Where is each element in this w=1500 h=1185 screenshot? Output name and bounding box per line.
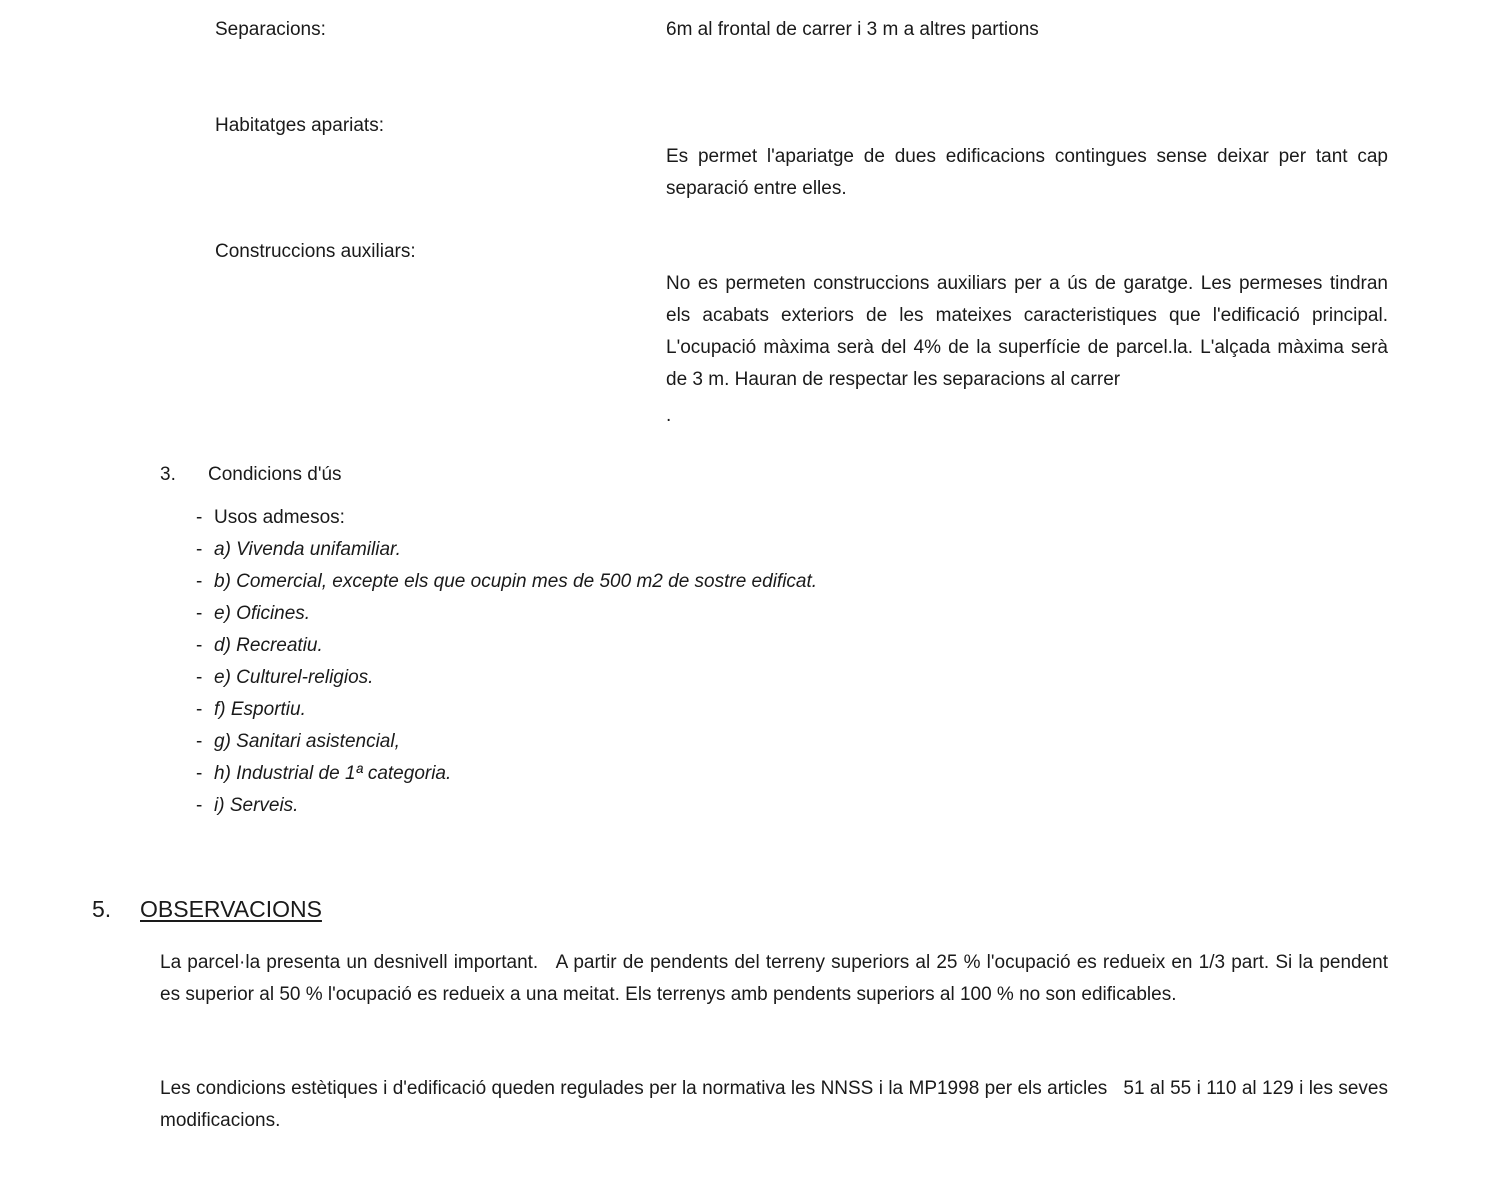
observacions-paragraph-2: Les condicions estètiques i d'edificació queden regulades per la normativa les NNSS i la MP1998 per els articles 51 al 55 i 110 al 129 i les seves modificacions. bbox=[160, 1078, 1394, 1131]
dash: - bbox=[196, 507, 203, 528]
list-item bbox=[196, 534, 817, 566]
usos-item: g) Sanitari asistencial, bbox=[214, 731, 400, 752]
list-item bbox=[196, 694, 817, 726]
dash: - bbox=[196, 603, 203, 624]
usos-item: i) Serveis. bbox=[214, 795, 299, 816]
construccions-auxiliars-label: Construccions auxiliars: bbox=[215, 241, 416, 262]
construccions-auxiliars-trailing: . bbox=[666, 405, 672, 426]
separacions-label: Separacions: bbox=[215, 19, 326, 40]
dash: - bbox=[196, 699, 203, 720]
list-item bbox=[196, 630, 817, 662]
list-item bbox=[196, 790, 817, 822]
dash: - bbox=[196, 795, 203, 816]
usos-item: h) Industrial de 1ª categoria. bbox=[214, 763, 452, 784]
dash: - bbox=[196, 571, 203, 592]
construccions-auxiliars-value: No es permeten construccions auxiliars per a ús de garatge. Les permeses tindran els acabats exteriors de les mateixes caracteristiques que l'edificació principal. L'ocupació màxima serà del 4% de la superfície de parcel.la. L'alçada màxima serà de 3 m. Hauran de respectar les separacions al carrer bbox=[666, 273, 1388, 390]
section-3-number: 3. bbox=[160, 464, 176, 485]
list-item bbox=[196, 566, 817, 598]
usos-item: f) Esportiu. bbox=[214, 699, 306, 720]
section-5-title: OBSERVACIONS bbox=[140, 896, 322, 922]
section-5-number: 5. bbox=[92, 896, 112, 922]
list-item bbox=[196, 726, 817, 758]
usos-item: e) Culturel-religios. bbox=[214, 667, 374, 688]
section-3-title: Condicions d'ús bbox=[208, 464, 342, 485]
list-item bbox=[196, 502, 817, 534]
usos-item: a) Vivenda unifamiliar. bbox=[214, 539, 401, 560]
list-item bbox=[196, 598, 817, 630]
usos-list bbox=[196, 502, 817, 822]
dash: - bbox=[196, 763, 203, 784]
list-item bbox=[196, 662, 817, 694]
separacions-value: 6m al frontal de carrer i 3 m a altres partions bbox=[666, 19, 1039, 40]
list-item bbox=[196, 758, 817, 790]
dash: - bbox=[196, 635, 203, 656]
dash: - bbox=[196, 667, 203, 688]
dash: - bbox=[196, 539, 203, 560]
observacions-paragraph-1: La parcel·la presenta un desnivell important. A partir de pendents del terreny superiors al 25 % l'ocupació es redueix en 1/3 part. Si la pendent es superior al 50 % l'ocupació es redueix a una meitat. Els terrenys amb pendents superiors al 100 % no son edificables. bbox=[160, 952, 1394, 1005]
usos-intro: Usos admesos: bbox=[214, 507, 345, 528]
usos-item: b) Comercial, excepte els que ocupin mes de 500 m2 de sostre edificat. bbox=[214, 571, 818, 592]
habitatges-apariats-value: Es permet l'apariatge de dues edificacions contingues sense deixar per tant cap separació entre elles. bbox=[666, 146, 1388, 199]
usos-item: d) Recreatiu. bbox=[214, 635, 323, 656]
habitatges-apariats-label: Habitatges apariats: bbox=[215, 115, 384, 136]
usos-item: e) Oficines. bbox=[214, 603, 311, 624]
dash: - bbox=[196, 731, 203, 752]
